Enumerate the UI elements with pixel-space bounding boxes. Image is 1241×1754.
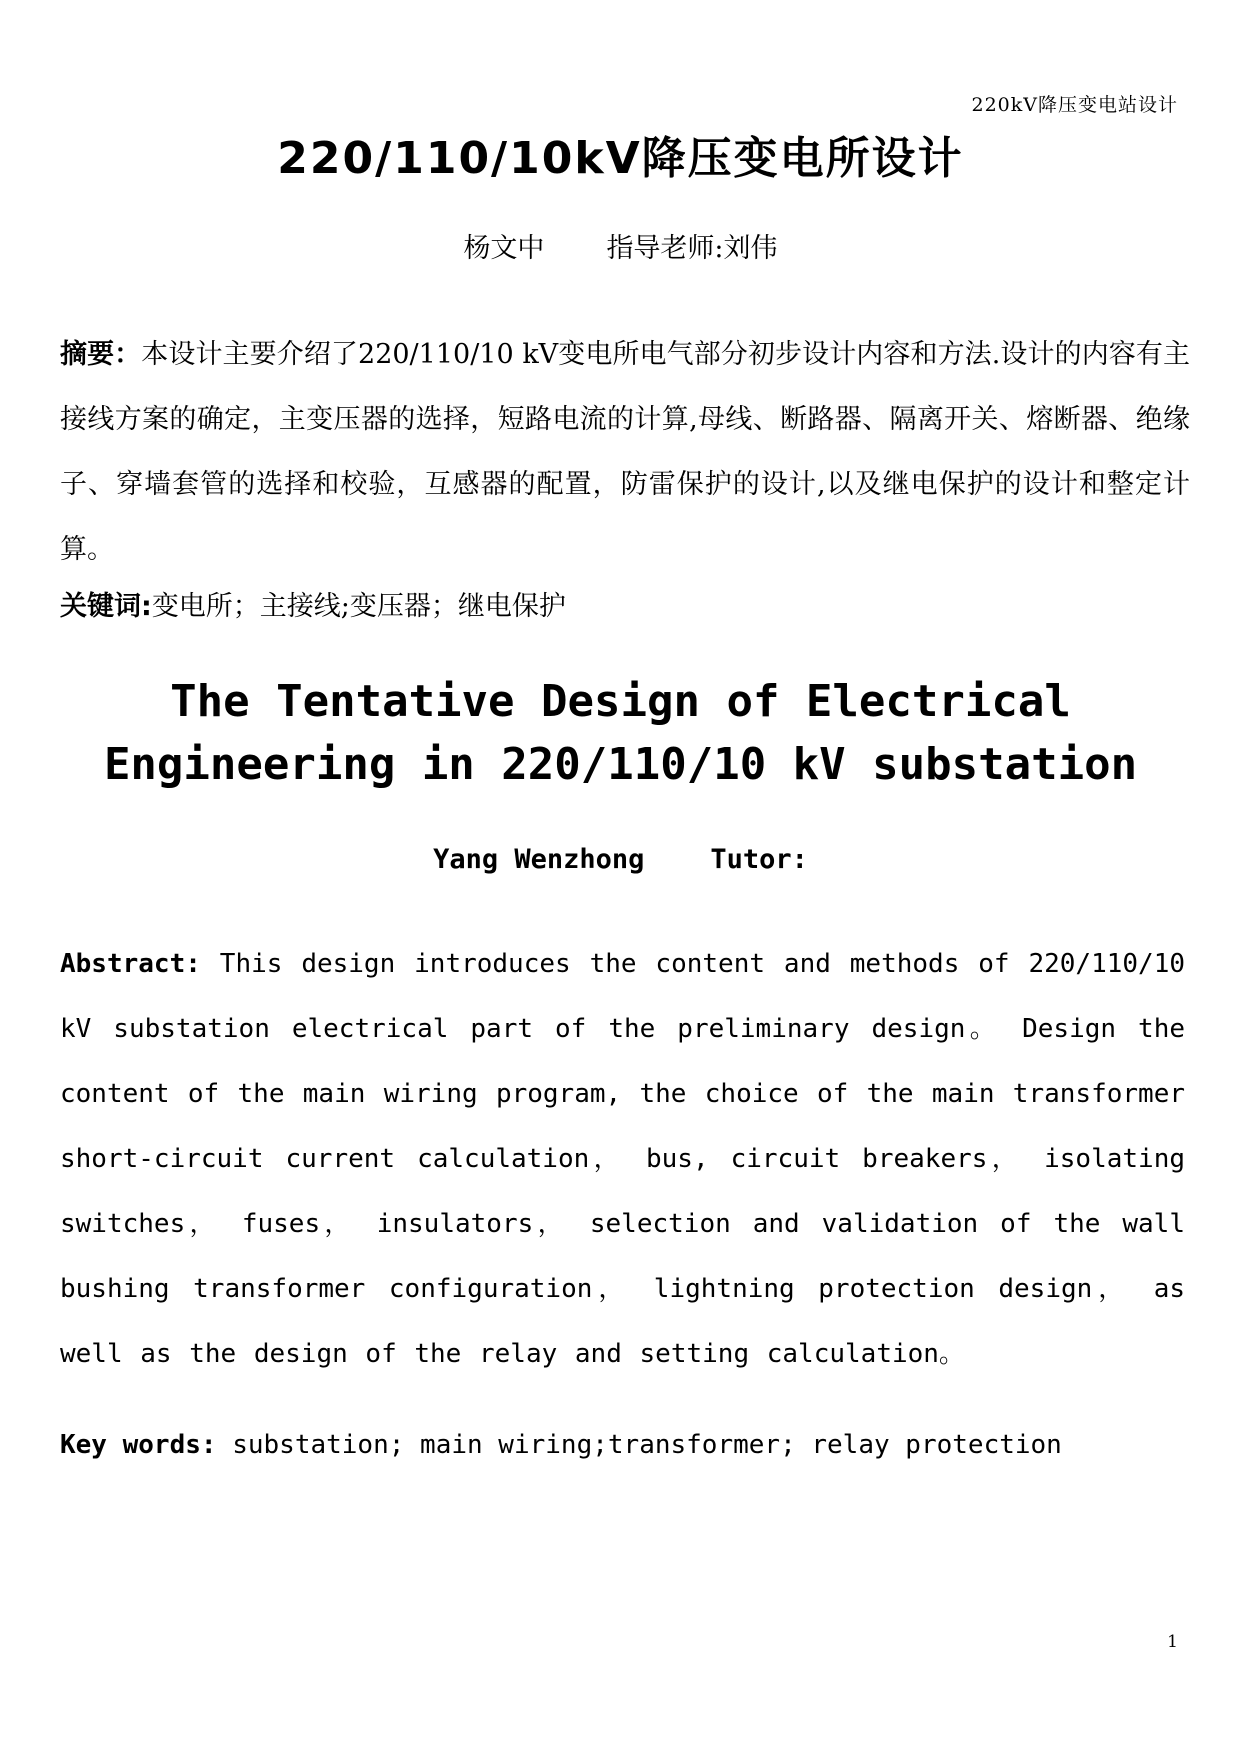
english-keywords-label: Key words: bbox=[60, 1430, 217, 1460]
chinese-title: 220/110/10kV降压变电所设计 bbox=[277, 133, 964, 184]
chinese-author-line bbox=[0, 226, 1241, 265]
chinese-keywords-label: 关键词: bbox=[60, 591, 152, 622]
page-number: 1 bbox=[1167, 1632, 1178, 1652]
english-title: The Tentative Design of Electrical Engineering in 220/110/10 kV substation bbox=[103, 676, 1138, 790]
chinese-abstract-label: 摘要： bbox=[60, 339, 142, 370]
chinese-author: 杨文中 bbox=[463, 233, 545, 264]
english-author-line bbox=[0, 844, 1241, 875]
chinese-advisor: 指导老师:刘伟 bbox=[606, 233, 778, 264]
running-header: 220kV降压变电站设计 bbox=[971, 94, 1178, 116]
english-keywords bbox=[60, 1430, 1190, 1460]
english-abstract-text: This design introduces the content and methods of 220/110/10 kV substation electrical part of the preliminary design。 Design the content of the main wiring program, the choice of the main transformer short-circuit current calculation， bus, circuit breakers， isolating switches， fuses， insulators， selection and validation of the wall bushing transformer configuration， lightning protection design， as well as the design of the relay and setting calculation。 bbox=[60, 949, 1186, 1369]
chinese-abstract-text: 本设计主要介绍了220/110/10 kV变电所电气部分初步设计内容和方法.设计的内容有主接线方案的确定，主变压器的选择，短路电流的计算,母线、断路器、隔离开关、熔断器、绝缘子、穿墙套管的选择和校验，互感器的配置，防雷保护的设计,以及继电保护的设计和整定计算。 bbox=[60, 339, 1190, 565]
english-tutor: Tutor: bbox=[710, 844, 808, 875]
chinese-keywords bbox=[60, 584, 1190, 623]
chinese-keywords-text: 变电所；主接线;变压器；继电保护 bbox=[151, 591, 566, 622]
english-author: Yang Wenzhong bbox=[433, 844, 645, 875]
english-abstract-label: Abstract: bbox=[60, 949, 201, 979]
english-keywords-text: substation; main wiring;transformer; relay protection bbox=[232, 1430, 1062, 1460]
english-abstract bbox=[60, 932, 1185, 1387]
chinese-abstract bbox=[60, 322, 1190, 582]
